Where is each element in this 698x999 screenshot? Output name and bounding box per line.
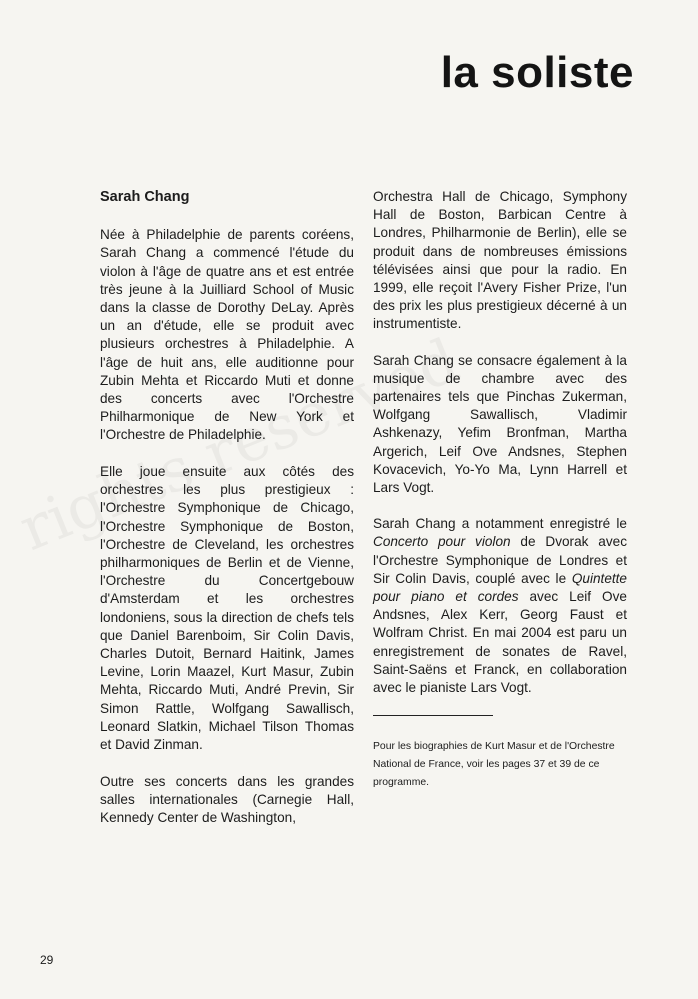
- bio-paragraph: Née à Philadelphie de parents coréens, Sarah Chang a commencé l'étude du violon à l'âge de quatre ans et est entrée très jeune à la Juilliard School of Music dans la classe de Dorothy DeLay. Après un an d'étude, elle se produit avec plusieurs orchestres à Philadelphie. A l'âge de huit ans, elle auditionne pour Zubin Mehta et Riccardo Muti et donne des concerts avec l'Orchestre Philharmonique de New York et l'Orchestre de Philadelphie.: [100, 227, 354, 443]
- recording-text: avec Leif Ove Andsnes, Alex Kerr, Georg Faust et Wolfram Christ. En mai 2004 est paru un enregistrement de sonates de Ravel, Saint-Saëns et Franck, en collaboration avec le pianiste Lars Vogt.: [373, 589, 627, 696]
- bio-paragraph: Outre ses concerts dans les grandes salles internationales (Carnegie Hall, Kennedy Center de Washington,: [100, 773, 354, 826]
- footnote: Pour les biographies de Kurt Masur et de l'Orchestre National de France, voir les pages 37 et 39 de ce programme.: [373, 741, 615, 789]
- left-column: [100, 188, 354, 846]
- recording-text: Sarah Chang a notamment enregistré le: [373, 516, 627, 532]
- recording-text: de Dvorak avec l'Orchestre Symphonique de Londres et Sir Colin Davis, couplé avec le: [373, 534, 627, 586]
- author-heading: Sarah Chang: [100, 189, 190, 205]
- footnote-divider: [373, 715, 493, 716]
- right-column: [373, 188, 627, 810]
- bio-paragraph: Elle joue ensuite aux côtés des orchestres les plus prestigieux : l'Orchestre Symphonique de Chicago, l'Orchestre Symphonique de Boston, l'Orchestre de Cleveland, les orchestres philharmoniques de Berlin et de Vienne, l'Orchestre du Concertgebouw d'Amsterdam et les orchestres londoniens, sous la direction de chefs tels que Daniel Barenboim, Sir Colin Davis, Charles Dutoit, Bernard Haitink, James Levine, Lorin Maazel, Kurt Masur, Zubin Mehta, Riccardo Muti, André Previn, Sir Simon Rattle, Wolfgang Sawallisch, Leonard Slatkin, Michael Tilson Thomas et David Zinman.: [100, 464, 354, 753]
- recording-paragraph: [373, 515, 627, 697]
- page-title: la soliste: [440, 48, 634, 97]
- bio-paragraph: Orchestra Hall de Chicago, Symphony Hall de Boston, Barbican Centre à Londres, Philharmonie de Berlin), elle se produit dans de nombreuses émissions télévisées ainsi que pour la radio. En 1999, elle reçoit l'Avery Fisher Prize, l'un des prix les plus prestigieux décerné à un instrumentiste.: [373, 189, 627, 332]
- work-title: Quintette pour piano et cordes: [373, 570, 627, 605]
- bio-paragraph: Sarah Chang se consacre également à la musique de chambre avec des partenaires tels que Pinchas Zukerman, Wolfgang Sawallisch, Vladimir Ashkenazy, Yefim Bronfman, Martha Argerich, Leif Ove Andsnes, Stephen Kovacevich, Yo-Yo Ma, Lynn Harrell et Lars Vogt.: [373, 352, 627, 496]
- work-title: Concerto pour violon: [373, 534, 511, 550]
- page-number: 29: [40, 953, 54, 967]
